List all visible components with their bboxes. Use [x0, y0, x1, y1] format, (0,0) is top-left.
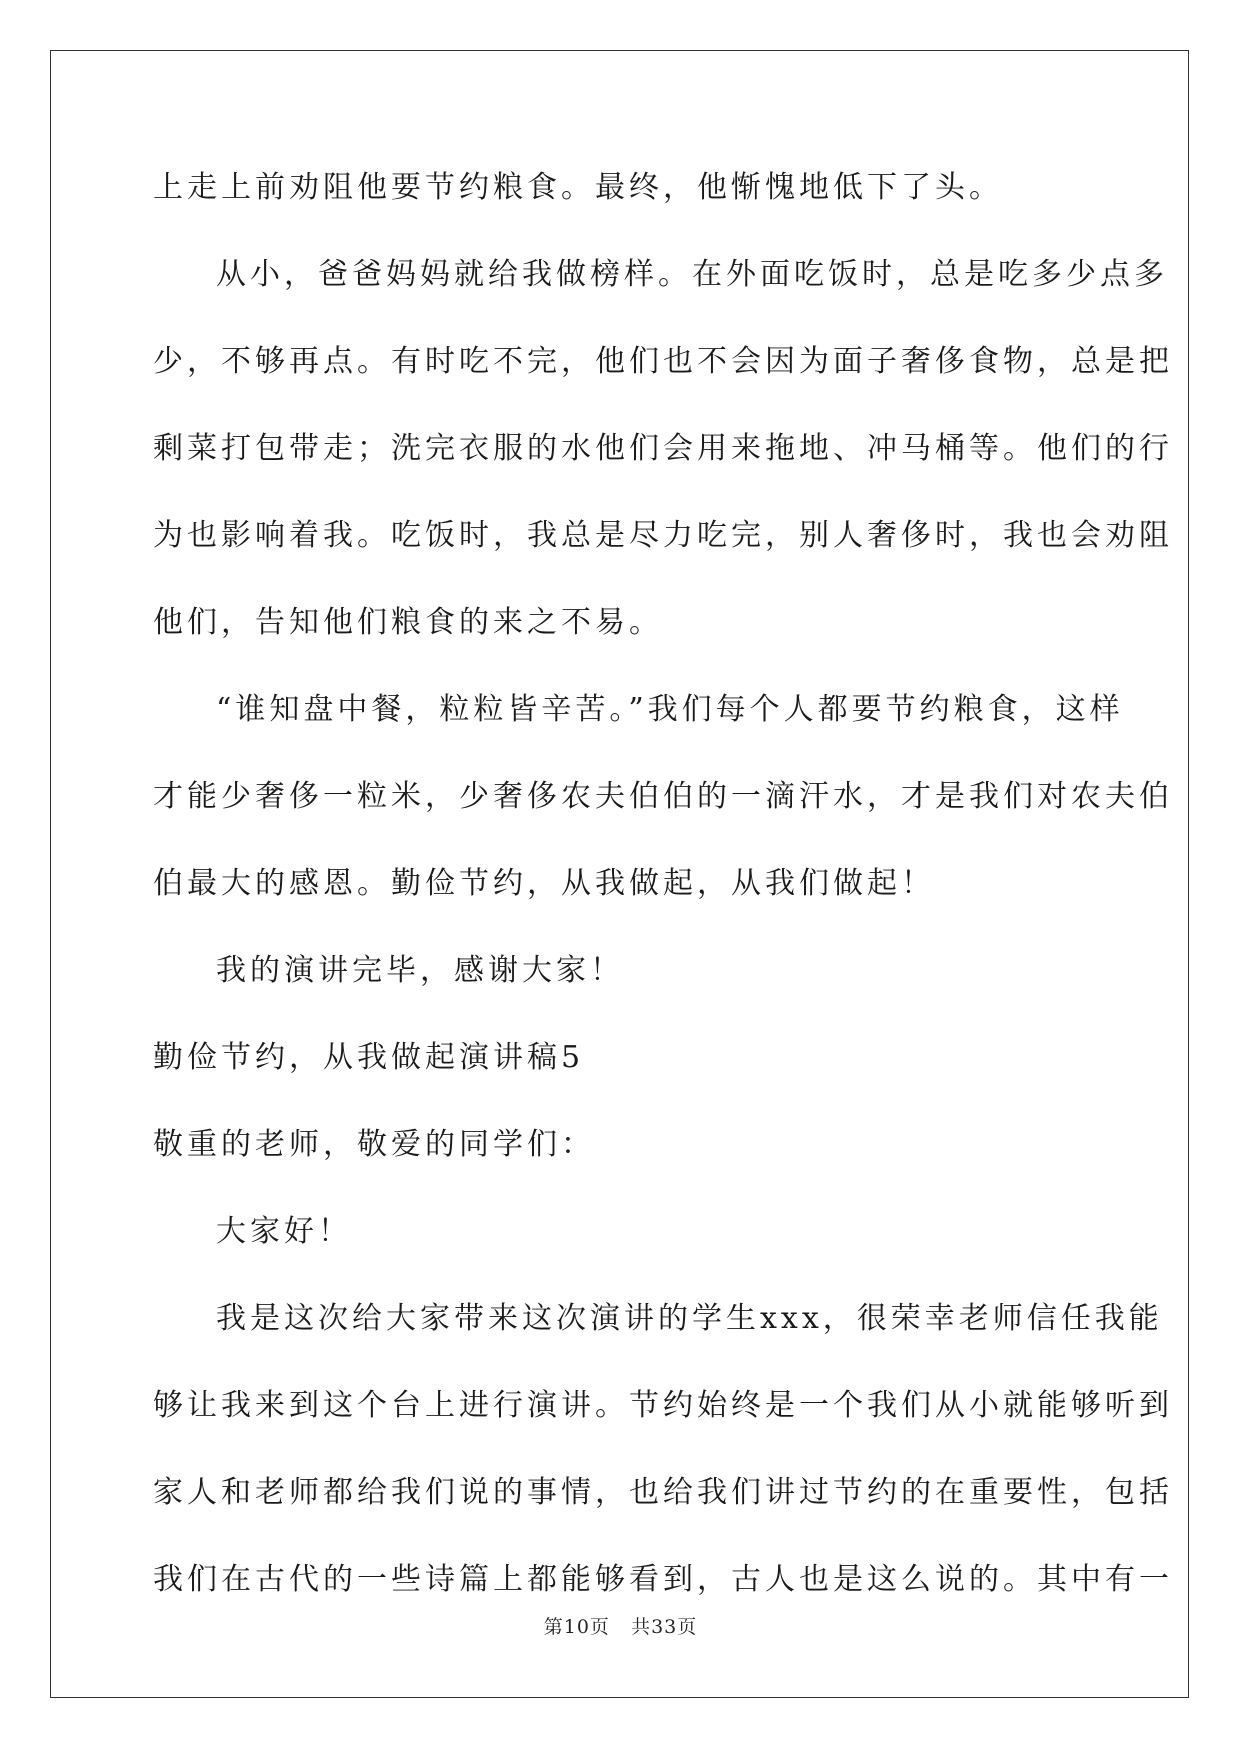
text-line-16: 家人和老师都给我们说的事情，也给我们讲过节约的在重要性，包括	[153, 1475, 1173, 1510]
text-line-7: “谁知盘中餐，粒粒皆辛苦。”我们每个人都要节约粮食，这样	[216, 692, 1124, 727]
page-total: 共33页	[631, 1616, 698, 1638]
salutation: 敬重的老师，敬爱的同学们：	[153, 1127, 595, 1162]
text-line-9: 伯最大的感恩。勤俭节约，从我做起，从我们做起！	[153, 866, 935, 901]
text-line-1: 上走上前劝阻他要节约粮食。最终，他惭愧地低下了头。	[153, 170, 1003, 205]
text-line-3: 少，不够再点。有时吃不完，他们也不会因为面子奢侈食物，总是把	[153, 344, 1173, 379]
text-line-2: 从小，爸爸妈妈就给我做榜样。在外面吃饭时，总是吃多少点多	[216, 257, 1168, 292]
text-line-6: 他们，告知他们粮食的来之不易。	[153, 605, 663, 640]
section-heading: 勤俭节约，从我做起演讲稿5	[153, 1040, 585, 1075]
page-number: 第10页	[543, 1616, 610, 1638]
text-line-4: 剩菜打包带走；洗完衣服的水他们会用来拖地、冲马桶等。他们的行	[153, 431, 1173, 466]
text-line-8: 才能少奢侈一粒米，少奢侈农夫伯伯的一滴汗水，才是我们对农夫伯	[153, 779, 1173, 814]
text-line-10: 我的演讲完毕，感谢大家！	[216, 953, 624, 988]
text-line-15: 够让我来到这个台上进行演讲。节约始终是一个我们从小就能够听到	[153, 1388, 1173, 1423]
text-line-14: 我是这次给大家带来这次演讲的学生xxx，很荣幸老师信任我能	[216, 1301, 1163, 1336]
text-line-5: 为也影响着我。吃饭时，我总是尽力吃完，别人奢侈时，我也会劝阻	[153, 518, 1173, 553]
page-footer	[0, 1612, 1241, 1639]
document-body	[153, 160, 1173, 1639]
greeting: 大家好！	[216, 1214, 352, 1249]
text-line-17: 我们在古代的一些诗篇上都能够看到，古人也是这么说的。其中有一	[153, 1562, 1173, 1597]
